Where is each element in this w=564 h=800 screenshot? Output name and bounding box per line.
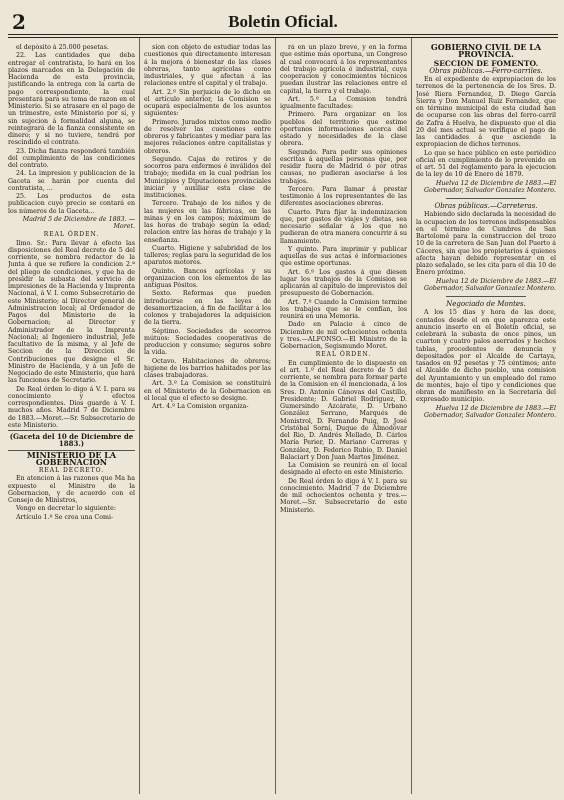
paragraph: Cuarto. Higiene y salubridad de los talleres; reglas para la seguridad de los aparatos motores. [144, 244, 271, 267]
paragraph: La Comision se reunirá en el local designado al efecto en este Ministerio. [280, 462, 407, 477]
paragraph: Segundo. Cajas de retiros y de socorros para enfermos é inválidos del trabajo; medida en la cual podrían los Municipios y Diputaciones provinciales iniciar y auxiliar esta clase de instituciones. [144, 155, 271, 199]
paragraph: Octavo. Habitaciones de obreros; higiene de los barrios habitados por las clases trabajadoras. [144, 357, 271, 379]
paragraph: Segundo. Para pedir sus opiniones escritas á aquellas personas que, por residir fuera de Madrid ó por otras causas, no pudieran asociarse á los trabajos. [280, 148, 407, 185]
obras-ferrocarriles-heading: Obras públicas.—Ferro-carriles. [429, 66, 543, 75]
column-divider [139, 38, 140, 794]
paragraph: Ilmo. Sr.: Para llevar á efecto las disposiciones del Real decreto de 5 del corriente, se nombra redactor de la Junta á que se refiere la condicion 2.ª del pliego de condiciones, y que ha de presidir la subasta del servicio de impresiones de la Hacienda y Imprenta Nacional, á V. I. como Subsecretario de este Ministerio; al Director general de Administracion local; al Ordenador de Pagos del Ministerio de la Gobernacion; al Director y Administrador de la Imprenta Nacional; al Ingeniero industrial, Jefe facultativo de la misma, y al Jefe de Seccion de la Direccion de Contribuciones que designe el Sr. Ministro de Hacienda, y á un Jefe de Negociado de este Ministerio, que hará las funciones de Secretario. [8, 239, 135, 385]
page-header [8, 8, 558, 38]
page-number: 2 [12, 10, 26, 34]
real-orden-heading: REAL ÓRDEN. [43, 231, 100, 239]
paragraph: Art. 3.º La Comision se constituirá en el Ministerio de la Gobernacion en el local que el efecto se designe. [144, 380, 271, 402]
gobierno-civil-heading: GOBIERNO CIVIL DE LA PROVINCIA. [430, 44, 542, 60]
seccion-fomento-heading: SECCION DE FOMENTO. [433, 58, 539, 68]
page-title: Boletin Oficial. [228, 12, 338, 31]
column-4 [416, 44, 556, 794]
paragraph: De Real órden lo digo á V. I. para su conocimiento. Madrid 7 de Diciembre de mil ochocientos ochenta y tres.—Moret.—Sr. Subsecretario de este Ministerio. [280, 477, 407, 514]
paragraph: Y quinto. Para imprimir y publicar aquellas de sus actas é informaciones que estime oportunas. [280, 245, 407, 268]
paragraph: Quinto. Bancos agrícolas y su organizacion con los elementos de las antiguas Pósitos. [144, 267, 271, 289]
paragraph: En atencion á las razones que Ma ha expuesto el Ministro de la Gobernacion, y de acuerdo con el Consejo de Ministros, [8, 475, 135, 504]
real-orden-heading: REAL ÓRDEN. [315, 351, 372, 359]
header-rule-double [8, 37, 558, 38]
gaceta-note: (Gaceta del 10 de Diciembre de 1883.) [8, 430, 135, 451]
paragraph: A los 15 dias y hora de las doce, contados desde el en que aparezca este anuncio inserto en el Boletin oficial, se celebrará la subasta de once pinos, un cuarton y cuatro palos aserrados y hechos tablas, procedentes de denuncia y depositados por el Alcalde de Cartaya, tasados en 92 pesetas y 75 céntimos; ante el Alcalde de dicho pueblo, una comision del Ayuntamiento y un empleado del ramo de montes, bajo el tipo y condiciones que obran de manifiesto en la Secretaría del expresado municipio. [416, 309, 556, 404]
column-divider [411, 38, 412, 794]
paragraph: Vengo en decretar lo siguiente: [16, 505, 116, 513]
paragraph: Tercero. Trabajo de los niños y de las mujeres en las fábricas, en las minas y en los campos; máximum de las horas de trabajo según la edad; relacion entre las horas de trabajo y la enseñanza. [144, 200, 271, 244]
column-3 [280, 44, 407, 794]
column-divider [275, 38, 276, 794]
paragraph: Dado en Palacio á cinco de Diciembre de mil ochocientos ochenta y tres.—ALFONSO.—El Ministro de la Gobernacion, Segismundo Moret. [280, 321, 407, 350]
paragraph: Art. 4.º La Comision organiza- [152, 403, 249, 410]
paragraph: Cuarto. Para fijar la indemnizacion que, por gastos de viajes y dietas, sea necesario señalar á los que no pudieran de otra manera concurrir á su llamamiento. [280, 208, 407, 245]
signature: Huelva 12 de Diciembre de 1883.—El Gobernador, Salvador Gonzalez Montero. [423, 404, 556, 419]
signature: Huelva 12 de Diciembre de 1883.—El Gobernador, Salvador Gonzalez Montero. [423, 277, 556, 292]
paragraph: sion con objeto de estudiar todas las cuestiones que directamente interesan á la mejora ó bienestar de las clases obreras, tanto agrícolas como industriales, y que afectan á las relaciones entre el capital y el trabajo. [144, 44, 271, 88]
paragraph: Tercero. Para llamar á prestar testimonio á los representantes de las diferentes asociaciones obreras. [280, 185, 407, 208]
paragraph: 23. Dicha fianza responderá también del cumplimiento de las condiciones del contrato. [8, 147, 135, 169]
signature: Huelva 12 de Diciembre de 1883.—El Gobernador, Salvador Gonzalez Montero. [423, 179, 556, 194]
header-rule [8, 34, 558, 35]
paragraph: Artículo 1.º Se crea una Comi- [16, 513, 114, 521]
paragraph: 25. Los productos de esta publicacion cuyo precio se contará en los números de la Gaceta... [8, 193, 135, 215]
signature: Madrid 5 de Diciembre de 1883. —Moret. [22, 215, 135, 230]
paragraph: el depósito à 25.000 pesetas. [16, 44, 109, 51]
negociado-montes-heading: Negociado de Montes. [446, 300, 526, 308]
ministry-heading: MINISTERIO DE LA GOBERNACION [26, 449, 117, 467]
column-2 [144, 44, 271, 794]
paragraph: 24. La impresion y publicacion de la Gaceta se harán por cuenta del contratista, ... [8, 170, 135, 192]
paragraph: 22. Las cantidades que deba entregar el contratista, lo hará en los plazos marcados en la Delegación de Hacienda de esta provincia, justificando la entrega con la carta de pago correspondiente, la cual presentará para su toma de razon en el Ministerio. Si se atrasare en el pago de un trimestre, este Ministerio por sí, y sin sujecion á formalidad alguna, se reintegrará de la fianza consistente en dinero; y si no tuviere, tendrá por rescindido el contrato. [8, 52, 135, 147]
divider [446, 296, 526, 297]
paragraph: Habiendo sido declarada la necesidad de la ocupacion de los terrenos indispensables en el término de Cumbres de San Bartolomé para la construccion del trozo 10 de la carretera de San Juan del Puerto á Cáceres, sin que los propietarios á quienes afecta hayan debido representar en el plazo señalado, se les cita para el dia 10 de Enero próximo. [416, 211, 556, 277]
paragraph: Sexto. Reformas que pueden introducirse en las leyes de desamortizacion, á fin de facilitar á los colonos y trabajadores la adquisicion de la tierra. [144, 290, 271, 327]
paragraph: Primero. Para organizar en los pueblos del territorio que estime oportunos informaciones acerca del estado y necesidades de la clase obrera. [280, 111, 407, 148]
paragraph: Art. 7.º Cuando la Comision termine los trabajos que se le confían, los reunirá en una Memoria. [280, 298, 407, 320]
paragraph: Lo que se hace público en este periódico oficial en cumplimiento de lo prevenido en el art. 51 del reglamento para la ejecucion de la ley de 10 de Enero de 1879. [416, 149, 556, 179]
paragraph: En el expediente de expropiacion de los terrenos de la pertenencia de los Sres. D. José Riera Fernandez, D. Diego García Sierra y Don Manuel Ruiz Fernandez, que en término municipal de esta ciudad han de ocuparse con las obras del ferro-carril de Zafra á Huelva, he dispuesto que el dia 20 del mes actual se verifique el pago de las cantidades á que asciende la expropiacion de dichos terrenos. [416, 76, 556, 149]
paragraph: Primero. Jurados mixtos como medio de resolver las cuestiones entre obreros y fabricantes y mediar para las mejores relaciones entre capitalistas y obreros. [144, 118, 271, 155]
paragraph: Art. 5.º La Comision tendrá igualmente facultades: [280, 95, 407, 110]
column-1 [8, 44, 135, 794]
newspaper-page [8, 8, 558, 794]
obras-carreteras-heading: Obras públicas.—Carreteras. [434, 202, 538, 210]
paragraph: De Real órden lo digo á V. I. para su conocimiento y efectos correspondientes. Dios guarde á V. I. muchos años. Madrid 7 de Diciembre de 1883.—Moret.—Sr. Subsecretario de este Ministerio. [8, 385, 135, 429]
paragraph: rá en un plazo breve, y en la forma que estime más oportuna, un Congreso al cual convocará á los representantes del trabajo agrícola é industrial, cuya cooperacion y conocimientos técnicos puedan ilustrar las relaciones entre el capital, la tierra y el trabajo. [280, 44, 407, 95]
paragraph: Séptimo. Sociedades de socorros mútuos: Sociedades cooperativas de produccion y consumo; seguros sobre la vida. [144, 327, 271, 357]
paragraph: Art. 2.º Sin perjuicio de lo dicho en el artículo anterior, la Comision se ocupará especialmente de los asuntos siguientes: [144, 88, 271, 118]
paragraph: En cumplimiento de lo dispuesto en el art. 1.º del Real decreto de 5 del corriente, se nombra para formar parte de la Comision en él mencionada, á los Sres. D. Antonio Cánovas del Castillo, Presidente; D. Gabriel Rodríguez, D. Gumersindo Azcárate, D. Urbano González Serrano, Marqués de Monistrol, D. Fernando Puig, D. José Cristóbal Sorní, Duque de Almodóvar del Rio, D. Andrés Mellado, D. Cárlos María Perier, D. Mariano Carreras y González, D. Federico Rubio, D. Daniel Balaciart y Don Juan Martos Jiménez. [280, 359, 407, 461]
decree-heading: REAL DECRETO. [38, 467, 105, 474]
divider [446, 198, 526, 199]
paragraph: Art. 6.º Los gastos á que diesen lugar los trabajos de la Comision se aplicarán al capítulo de imprevistos del presupuesto de Gobernacion. [280, 268, 407, 298]
